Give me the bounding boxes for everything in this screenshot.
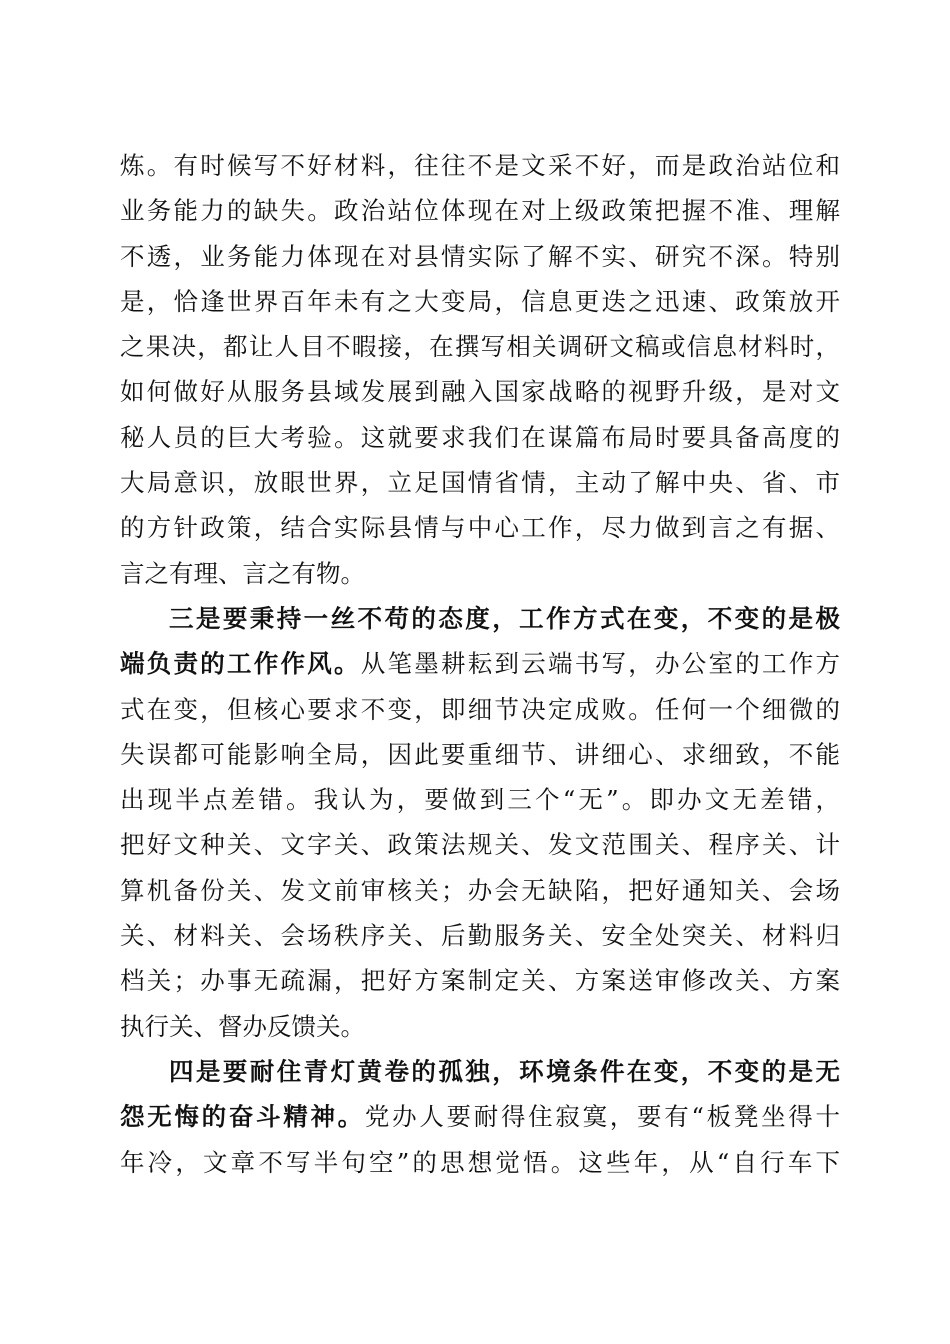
- paragraph-lead: 三是要秉持一丝不苟的态度，工作方式在变，不变的是极: [169, 603, 840, 633]
- text-line: 执行关、督办反馈关。: [120, 1011, 365, 1041]
- text-line: 之果决，都让人目不暇接，在撰写相关调研文稿或信息材料时，: [120, 332, 840, 362]
- text-line: 言之有理、言之有物。: [120, 558, 365, 588]
- paragraph-2: [120, 596, 840, 1049]
- text-line: 算机备份关、发文前审核关；办会无缺陷，把好通知关、会场: [120, 875, 840, 905]
- text-line: 的方针政策，结合实际县情与中心工作，尽力做到言之有据、: [120, 513, 840, 543]
- text-line: 不透，业务能力体现在对县情实际了解不实、研究不深。特别: [120, 241, 840, 271]
- text-line: 把好文种关、文字关、政策法规关、发文范围关、程序关、计: [120, 830, 840, 860]
- text-line: 式在变，但核心要求不变，即细节决定成败。任何一个细微的: [120, 694, 840, 724]
- text-line: [120, 641, 840, 686]
- paragraph-3: [120, 1049, 840, 1185]
- text-segment: 从笔墨耕耘到云端书写，办公室的工作方: [360, 649, 840, 679]
- paragraph-lead: 四是要耐住青灯黄卷的孤独，环境条件在变，不变的是无: [169, 1056, 840, 1086]
- paragraph-lead-continuation: 怨无悔的奋斗精神。: [120, 1102, 365, 1132]
- text-line: 年冷，文章不写半句空”的思想觉悟。这些年，从“自行车下: [120, 1147, 840, 1177]
- text-line: [120, 1094, 840, 1139]
- text-line: 出现半点差错。我认为，要做到三个“无”。即办文无差错，: [120, 785, 840, 815]
- text-line: 业务能力的缺失。政治站位体现在对上级政策把握不准、理解: [120, 196, 840, 226]
- text-line: 失误都可能影响全局，因此要重细节、讲细心、求细致，不能: [120, 739, 840, 769]
- text-line: 档关；办事无疏漏，把好方案制定关、方案送审修改关、方案: [120, 966, 840, 996]
- text-line: 是，恰逢世界百年未有之大变局，信息更迭之迅速、政策放开: [120, 286, 840, 316]
- text-line: 大局意识，放眼世界，立足国情省情，主动了解中央、省、市: [120, 468, 840, 498]
- text-line: 秘人员的巨大考验。这就要求我们在谋篇布局时要具备高度的: [120, 422, 840, 452]
- text-line: 关、材料关、会场秩序关、后勤服务关、安全处突关、材料归: [120, 921, 840, 951]
- text-line: 如何做好从服务县域发展到融入国家战略的视野升级，是对文: [120, 377, 840, 407]
- paragraph-lead-continuation: 端负责的工作作风。: [120, 649, 361, 679]
- text-line: 炼。有时候写不好材料，往往不是文采不好，而是政治站位和: [120, 151, 840, 180]
- text-segment: 党办人要耐得住寂寞，要有“板凳坐得十: [364, 1102, 841, 1132]
- body-text: [120, 143, 840, 1185]
- paragraph-1: [120, 143, 840, 596]
